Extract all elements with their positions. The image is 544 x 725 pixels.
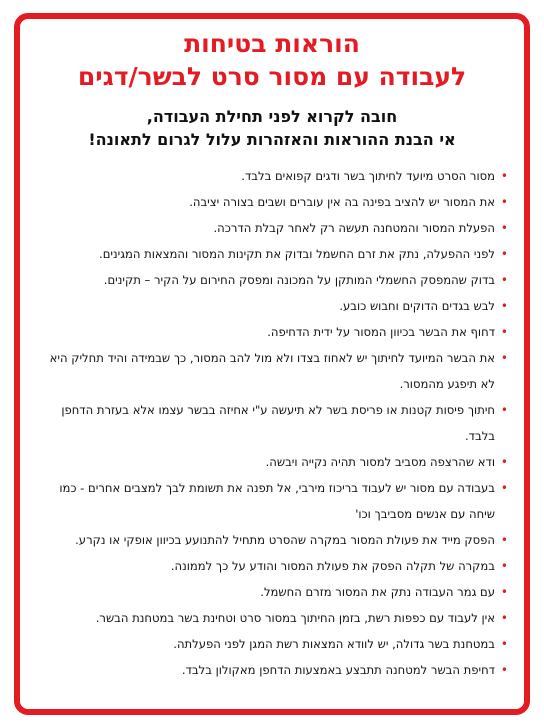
rule-text: בדוק שהמפסק החשמלי המותקן על המכונה ומפסק החירום על הקיר – תקינים.: [103, 273, 495, 287]
rule-item: [32, 631, 508, 657]
rule-text: עם גמר העבודה נתק את המסור מזרם החשמל.: [260, 585, 495, 599]
bullet-icon: •: [500, 299, 508, 313]
rule-item: [32, 267, 508, 293]
rule-text: הפעלת המסור והמטחנה תעשה רק לאחר קבלת הדרכה.: [213, 221, 495, 235]
rule-item: [32, 345, 508, 397]
rule-item: [32, 163, 508, 189]
rule-text: אין לעבוד עם כפפות רשת, בזמן החיתוך במסור סרט וטחינת בשר במטחנת הבשר.: [95, 611, 495, 625]
rule-text: דחוף את הבשר בכיוון המסור על ידית הדחיפה.: [267, 325, 495, 339]
rule-text: במטחנת בשר גדולה, יש לוודא המצאות רשת המגן לפני הפעלתה.: [173, 637, 495, 651]
rule-text: לבש בגדים הדוקים וחבוש כובע.: [339, 299, 495, 313]
sign-title-line-2: לעבודה עם מסור סרט לבשר/דגים: [77, 62, 467, 91]
bullet-icon: •: [500, 195, 508, 209]
rule-item: [32, 189, 508, 215]
sign-title-line-1: הוראות בטיחות: [184, 29, 360, 58]
rule-item: [32, 293, 508, 319]
bullet-icon: •: [500, 663, 508, 677]
bullet-icon: •: [500, 611, 508, 625]
rule-text: במקרה של תקלה הפסק את פעולת המסור והודע על כך לממונה.: [170, 559, 495, 573]
bullet-icon: •: [500, 403, 508, 417]
rule-text: הפסק מייד את פעולת המסור במקרה שהסרט מתחיל להתנועע בכיוון אופקי או נקרע.: [75, 533, 495, 547]
bullet-icon: •: [500, 455, 508, 469]
rule-text: ודא שהרצפה מסביב למסור תהיה נקייה ויבשה.: [265, 455, 495, 469]
rule-text: דחיפת הבשר למטחנה תתבצע באמצעות הדחפן מאקולון בלבד.: [181, 663, 495, 677]
rule-item: [32, 579, 508, 605]
rule-item: [32, 527, 508, 553]
rule-item: [32, 475, 508, 527]
rule-item: [32, 241, 508, 267]
bullet-icon: •: [500, 585, 508, 599]
rule-text: חיתוך פיסות קטנות או פריסת בשר לא תיעשה ע"י אחיזה בבשר עצמו אלא בעזרת הדחפן בלבד.: [61, 403, 495, 443]
bullet-icon: •: [500, 247, 508, 261]
rule-item: [32, 605, 508, 631]
rule-item: [32, 553, 508, 579]
bullet-icon: •: [500, 273, 508, 287]
rule-text: בעבודה עם מסור יש לעבוד בריכוז מירבי, אל תפנה את תשומת לבך למצבים אחרים - כמו שיחה עם אנשים מסביבך וכו': [59, 481, 495, 521]
bullet-icon: •: [500, 325, 508, 339]
rule-item: [32, 449, 508, 475]
bullet-icon: •: [500, 481, 508, 495]
sign-warning: [20, 105, 524, 151]
bullet-icon: •: [500, 169, 508, 183]
rule-text: מסור הסרט מיועד לחיתוך בשר ודגים קפואים בלבד.: [241, 169, 495, 183]
bullet-icon: •: [500, 221, 508, 235]
bullet-icon: •: [500, 637, 508, 651]
sign-title: [20, 27, 524, 93]
rule-text: לפני ההפעלה, נתק את זרם החשמל ובדוק את תקינות המסור והמצאות המגינים.: [99, 247, 495, 261]
rule-text: את המסור יש להציב בפינה בה אין עוברים ושבים בצורה יציבה.: [189, 195, 495, 209]
rule-text: את הבשר המיועד לחיתוך יש לאחוז בצדו ולא מול להב המסור, כך שבמידה והיד תחליק היא לא תיפגע מהמסור.: [49, 351, 495, 391]
bullet-icon: •: [500, 559, 508, 573]
rules-list: [32, 163, 508, 683]
rule-item: [32, 319, 508, 345]
bullet-icon: •: [500, 533, 508, 547]
bullet-icon: •: [500, 351, 508, 365]
rule-item: [32, 657, 508, 683]
rule-item: [32, 215, 508, 241]
safety-sign: [14, 13, 530, 715]
rule-item: [32, 397, 508, 449]
sign-warning-line-1: חובה לקרוא לפני תחילת העבודה,: [146, 107, 398, 126]
sign-warning-line-2: אי הבנת ההוראות והאזהרות עלול לגרום לתאונה!: [88, 130, 456, 149]
